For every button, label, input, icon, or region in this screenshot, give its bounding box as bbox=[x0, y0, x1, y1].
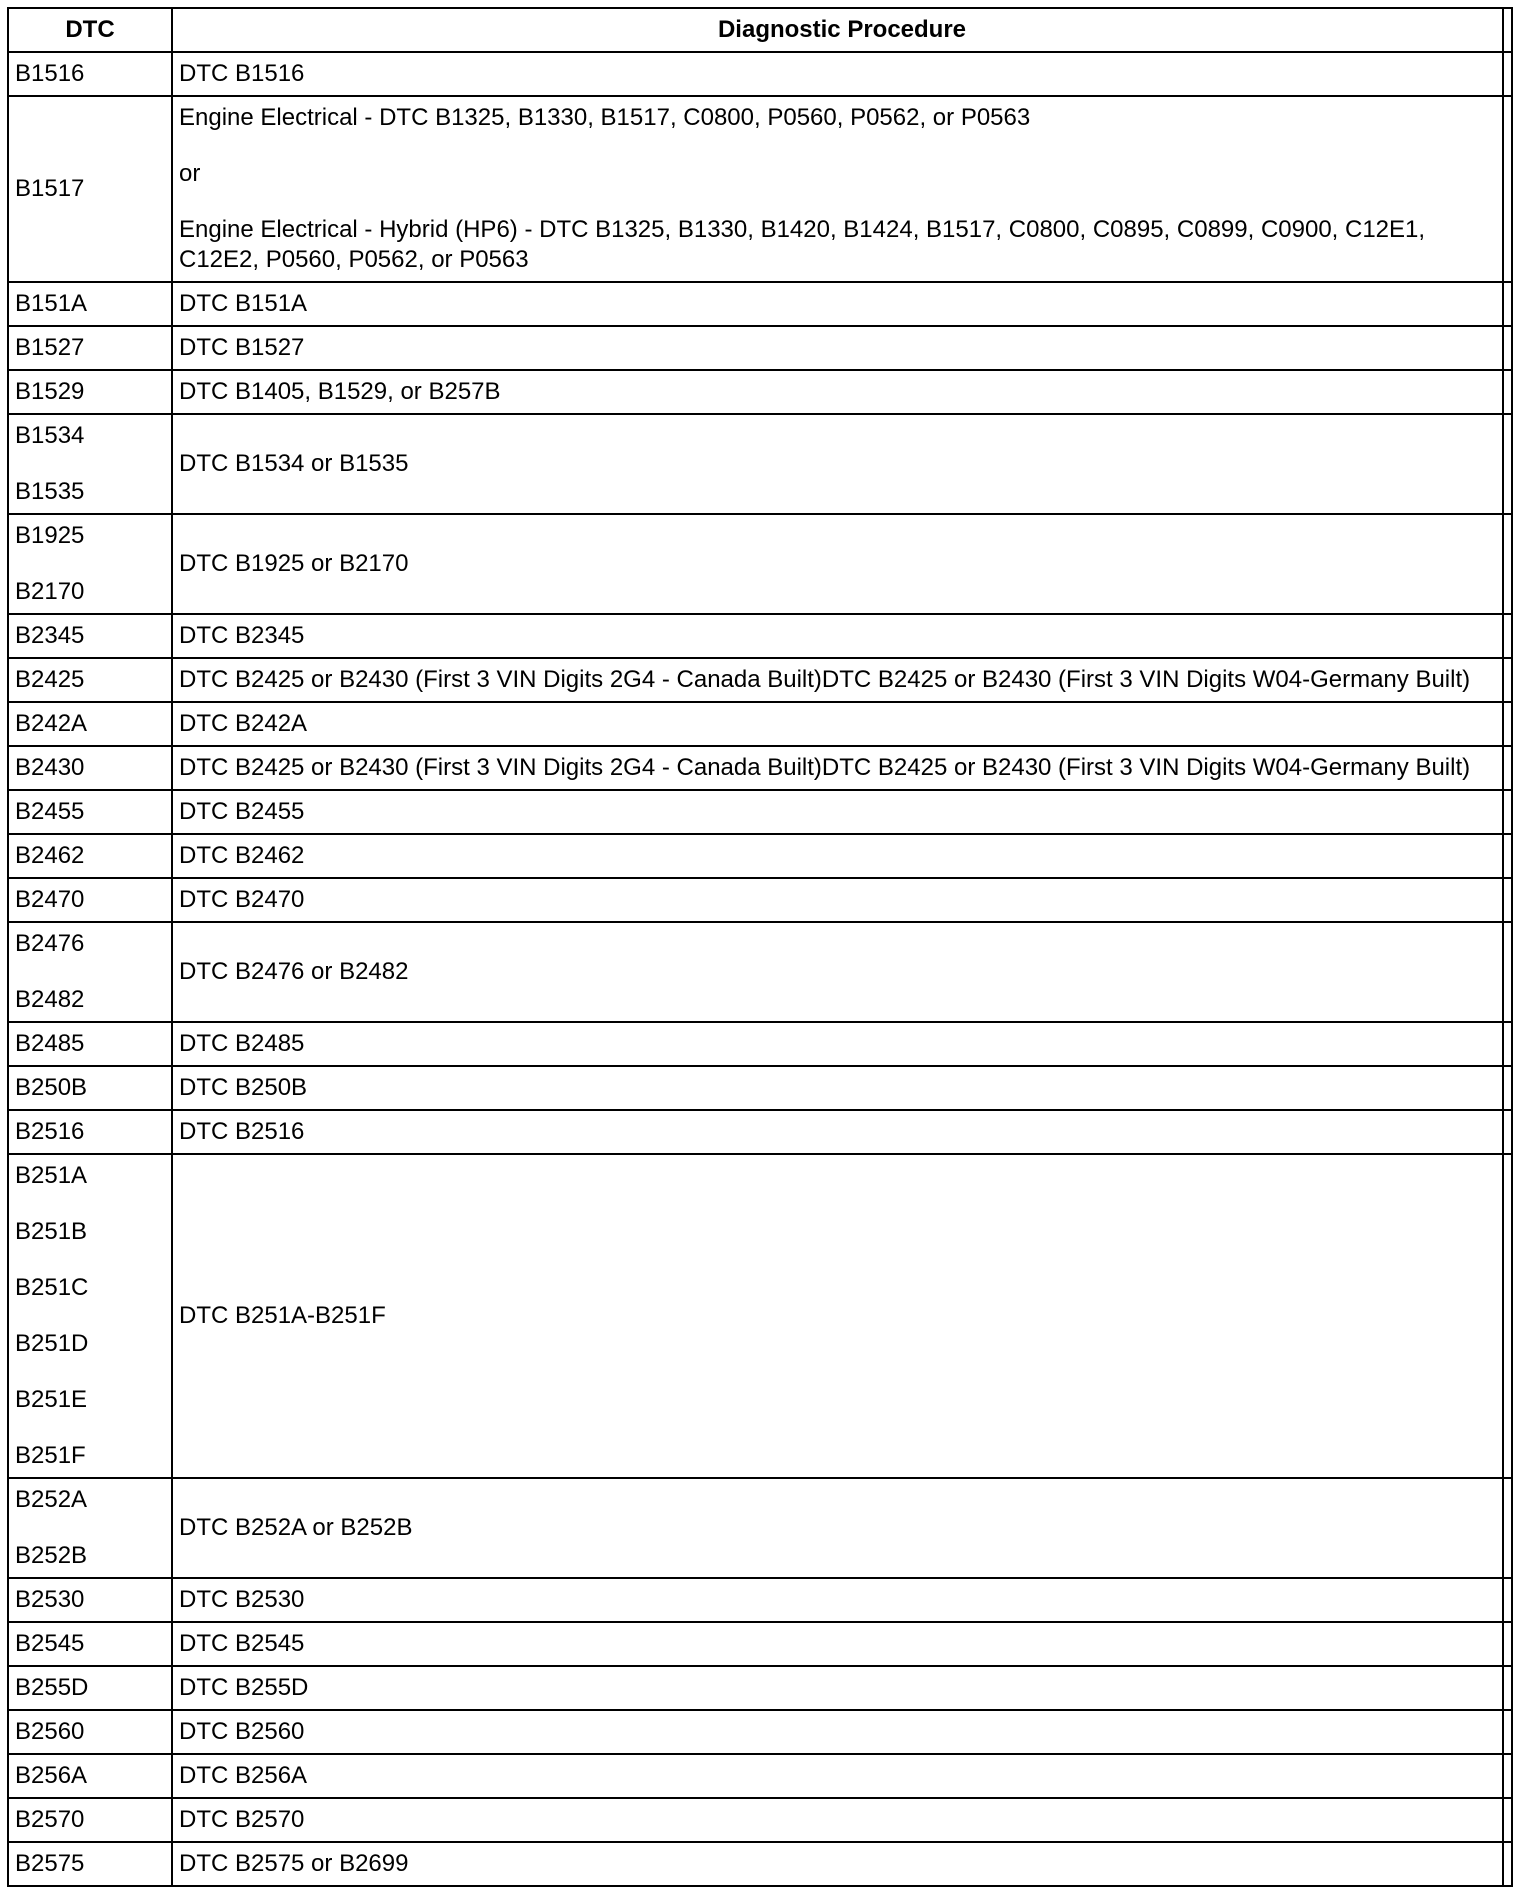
dtc-code-cell bbox=[8, 922, 172, 1022]
diagnostic-procedure-cell bbox=[172, 834, 1512, 878]
dtc-code: B1517 bbox=[15, 175, 85, 202]
procedure-link[interactable]: or bbox=[179, 160, 201, 187]
dtc-code: B2455 bbox=[15, 798, 85, 825]
dtc-code: B151A bbox=[15, 290, 88, 317]
header-dtc: DTC bbox=[8, 8, 172, 52]
diagnostic-procedure-cell bbox=[172, 1798, 1512, 1842]
procedure-link[interactable]: DTC B1516 bbox=[179, 60, 305, 87]
dtc-code-cell bbox=[8, 326, 172, 370]
dtc-code-cell bbox=[8, 1754, 172, 1798]
diagnostic-procedure-cell bbox=[172, 1710, 1512, 1754]
diagnostic-procedure-cell bbox=[172, 326, 1512, 370]
dtc-code-cell bbox=[8, 746, 172, 790]
procedure-link[interactable]: DTC B2470 bbox=[179, 886, 305, 913]
dtc-code: B2575 bbox=[15, 1850, 85, 1877]
procedure-link[interactable]: DTC B242A bbox=[179, 710, 308, 737]
dtc-code: B256A bbox=[15, 1762, 88, 1789]
table-row bbox=[8, 1066, 1512, 1110]
procedure-link[interactable]: DTC B151A bbox=[179, 290, 308, 317]
table-row bbox=[8, 1022, 1512, 1066]
dtc-code: B2345 bbox=[15, 622, 85, 649]
dtc-code: B252A bbox=[15, 1486, 88, 1513]
table-row bbox=[8, 1754, 1512, 1798]
procedure-link[interactable]: DTC B2516 bbox=[179, 1118, 305, 1145]
header-diagnostic-procedure: Diagnostic Procedure bbox=[172, 8, 1512, 52]
dtc-code-cell bbox=[8, 702, 172, 746]
procedure-link[interactable]: Engine Electrical - DTC B1325, B1330, B1517, C0800, P0560, P0562, or P0563 bbox=[179, 104, 1031, 131]
dtc-code: B2470 bbox=[15, 886, 85, 913]
dtc-code: B2462 bbox=[15, 842, 85, 869]
table-body bbox=[8, 52, 1512, 1886]
diagnostic-procedure-cell bbox=[172, 414, 1512, 514]
dtc-code-cell bbox=[8, 414, 172, 514]
procedure-link[interactable]: DTC B2455 bbox=[179, 798, 305, 825]
procedure-link[interactable]: DTC B1527 bbox=[179, 334, 305, 361]
dtc-code: B1535 bbox=[15, 478, 85, 505]
dtc-code: B2485 bbox=[15, 1030, 85, 1057]
diagnostic-procedure-cell bbox=[172, 1754, 1512, 1798]
dtc-code: B1529 bbox=[15, 378, 85, 405]
table-row bbox=[8, 370, 1512, 414]
dtc-code: B251F bbox=[15, 1442, 86, 1469]
dtc-code: B251B bbox=[15, 1218, 88, 1245]
diagnostic-procedure-cell bbox=[172, 1110, 1512, 1154]
diagnostic-procedure-cell bbox=[172, 1842, 1512, 1886]
diagnostic-procedure-cell bbox=[172, 514, 1512, 614]
diagnostic-procedure-cell bbox=[172, 1622, 1512, 1666]
table-row bbox=[8, 658, 1512, 702]
table-row bbox=[8, 1154, 1512, 1478]
table-row bbox=[8, 922, 1512, 1022]
dtc-code: B2570 bbox=[15, 1806, 85, 1833]
diagnostic-procedure-cell bbox=[172, 658, 1512, 702]
table-row bbox=[8, 1798, 1512, 1842]
dtc-code: B250B bbox=[15, 1074, 88, 1101]
procedure-link[interactable]: DTC B1925 or B2170 bbox=[179, 550, 409, 577]
diagnostic-procedure-cell bbox=[172, 746, 1512, 790]
dtc-code-cell bbox=[8, 1478, 172, 1578]
procedure-link[interactable]: DTC B2575 or B2699 bbox=[179, 1850, 409, 1877]
procedure-link[interactable]: DTC B2476 or B2482 bbox=[179, 958, 409, 985]
diagnostic-procedure-cell bbox=[172, 1666, 1512, 1710]
procedure-link[interactable]: Engine Electrical - Hybrid (HP6) - DTC B1325, B1330, B1420, B1424, B1517, C0800, C0895, C0899, C0900, C12E1, C12E2, P0560, P0562, or P0563 bbox=[179, 216, 1426, 273]
dtc-code: B2545 bbox=[15, 1630, 85, 1657]
diagnostic-procedure-cell bbox=[172, 370, 1512, 414]
dtc-code: B252B bbox=[15, 1542, 88, 1569]
diagnostic-procedure-cell bbox=[172, 52, 1512, 96]
diagnostic-procedure-cell bbox=[172, 1022, 1512, 1066]
diagnostic-procedure-cell bbox=[172, 702, 1512, 746]
table-row bbox=[8, 702, 1512, 746]
dtc-code-cell bbox=[8, 96, 172, 282]
dtc-code: B251C bbox=[15, 1274, 89, 1301]
procedure-link[interactable]: DTC B2545 bbox=[179, 1630, 305, 1657]
dtc-code-cell bbox=[8, 658, 172, 702]
dtc-code: B2430 bbox=[15, 754, 85, 781]
dtc-table bbox=[7, 7, 1513, 1887]
table-right-border bbox=[1502, 7, 1513, 1887]
dtc-code: B2516 bbox=[15, 1118, 85, 1145]
dtc-code: B251A bbox=[15, 1162, 88, 1189]
dtc-code-cell bbox=[8, 514, 172, 614]
table-row bbox=[8, 878, 1512, 922]
table-row bbox=[8, 1622, 1512, 1666]
dtc-code-cell bbox=[8, 1842, 172, 1886]
diagnostic-procedure-cell bbox=[172, 1066, 1512, 1110]
dtc-code-cell bbox=[8, 1578, 172, 1622]
diagnostic-procedure-cell bbox=[172, 1578, 1512, 1622]
dtc-code: B251E bbox=[15, 1386, 88, 1413]
dtc-code-cell bbox=[8, 370, 172, 414]
dtc-code-cell bbox=[8, 1710, 172, 1754]
procedure-link[interactable]: DTC B2425 or B2430 (First 3 VIN Digits 2G4 - Canada Built)DTC B2425 or B2430 (First 3 VIN Digits W04-Germany Built) bbox=[179, 666, 1471, 693]
table-row bbox=[8, 326, 1512, 370]
dtc-code-cell bbox=[8, 1622, 172, 1666]
dtc-code-cell bbox=[8, 834, 172, 878]
dtc-code: B2170 bbox=[15, 578, 85, 605]
table-row bbox=[8, 614, 1512, 658]
table-header-row bbox=[8, 8, 1512, 52]
table-row bbox=[8, 96, 1512, 282]
procedure-link[interactable]: DTC B2530 bbox=[179, 1586, 305, 1613]
procedure-link[interactable]: DTC B255D bbox=[179, 1674, 309, 1701]
dtc-code: B255D bbox=[15, 1674, 89, 1701]
dtc-code-cell bbox=[8, 878, 172, 922]
dtc-code: B1534 bbox=[15, 422, 85, 449]
dtc-code: B2476 bbox=[15, 930, 85, 957]
procedure-link[interactable]: DTC B2462 bbox=[179, 842, 305, 869]
dtc-code: B2530 bbox=[15, 1586, 85, 1613]
diagnostic-procedure-cell bbox=[172, 790, 1512, 834]
diagnostic-procedure-cell bbox=[172, 1154, 1512, 1478]
procedure-link[interactable]: DTC B250B bbox=[179, 1074, 308, 1101]
table-row bbox=[8, 834, 1512, 878]
dtc-code: B2482 bbox=[15, 986, 85, 1013]
procedure-link[interactable]: DTC B2485 bbox=[179, 1030, 305, 1057]
table-row bbox=[8, 282, 1512, 326]
procedure-link[interactable]: DTC B2560 bbox=[179, 1718, 305, 1745]
dtc-code-cell bbox=[8, 282, 172, 326]
procedure-link[interactable]: DTC B1405, B1529, or B257B bbox=[179, 378, 501, 405]
dtc-code-cell bbox=[8, 1022, 172, 1066]
dtc-code-cell bbox=[8, 790, 172, 834]
dtc-code-cell bbox=[8, 1154, 172, 1478]
table-row bbox=[8, 514, 1512, 614]
diagnostic-procedure-cell bbox=[172, 922, 1512, 1022]
dtc-code: B1925 bbox=[15, 522, 85, 549]
table-row bbox=[8, 1666, 1512, 1710]
table-row bbox=[8, 1578, 1512, 1622]
dtc-code-cell bbox=[8, 1666, 172, 1710]
procedure-link[interactable]: DTC B2345 bbox=[179, 622, 305, 649]
diagnostic-procedure-cell bbox=[172, 878, 1512, 922]
dtc-code-cell bbox=[8, 52, 172, 96]
table-row bbox=[8, 1478, 1512, 1578]
table-row bbox=[8, 746, 1512, 790]
dtc-code: B1516 bbox=[15, 60, 85, 87]
procedure-link[interactable]: DTC B251A-B251F bbox=[179, 1302, 386, 1329]
diagnostic-procedure-cell bbox=[172, 1478, 1512, 1578]
dtc-code: B1527 bbox=[15, 334, 85, 361]
diagnostic-procedure-cell bbox=[172, 614, 1512, 658]
dtc-code: B2560 bbox=[15, 1718, 85, 1745]
procedure-link[interactable]: DTC B2425 or B2430 (First 3 VIN Digits 2G4 - Canada Built)DTC B2425 or B2430 (First 3 VIN Digits W04-Germany Built) bbox=[179, 754, 1471, 781]
procedure-link[interactable]: DTC B256A bbox=[179, 1762, 308, 1789]
procedure-link[interactable]: DTC B1534 or B1535 bbox=[179, 450, 409, 477]
dtc-code-cell bbox=[8, 1066, 172, 1110]
procedure-link[interactable]: DTC B2570 bbox=[179, 1806, 305, 1833]
dtc-code: B2425 bbox=[15, 666, 85, 693]
table-row bbox=[8, 1842, 1512, 1886]
procedure-link[interactable]: DTC B252A or B252B bbox=[179, 1514, 413, 1541]
dtc-code-cell bbox=[8, 1798, 172, 1842]
dtc-code: B251D bbox=[15, 1330, 89, 1357]
table-row bbox=[8, 1110, 1512, 1154]
diagnostic-procedure-cell bbox=[172, 282, 1512, 326]
table-row bbox=[8, 1710, 1512, 1754]
dtc-code-cell bbox=[8, 614, 172, 658]
table-row bbox=[8, 414, 1512, 514]
dtc-code: B242A bbox=[15, 710, 88, 737]
table-row bbox=[8, 52, 1512, 96]
diagnostic-procedure-cell bbox=[172, 96, 1512, 282]
table-row bbox=[8, 790, 1512, 834]
dtc-code-cell bbox=[8, 1110, 172, 1154]
